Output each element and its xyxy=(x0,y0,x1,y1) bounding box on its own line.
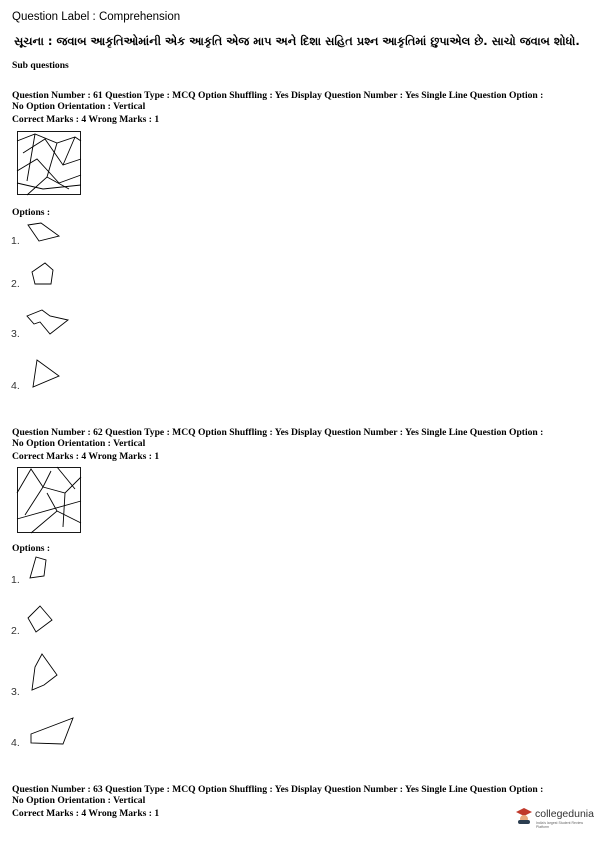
q62-option-2-figure[interactable] xyxy=(26,604,54,634)
q61-option-1-figure[interactable] xyxy=(27,222,63,244)
instruction-text: સૂચના : જવાબ આકૃતિઓમાંની એક આકૃતિ એજ માપ અને દિશા સહિત પ્રશ્ન આકૃતિમાં છુપાએલ છે. સાચો જવાબ શોધો. xyxy=(14,34,580,48)
q61-option-3-number[interactable]: 3. xyxy=(11,328,20,340)
q62-options-label: Options : xyxy=(12,543,51,554)
q62-option-3-number[interactable]: 3. xyxy=(11,686,20,698)
q62-option-4-number[interactable]: 4. xyxy=(11,737,20,749)
question-label: Question Label : Comprehension xyxy=(12,11,181,23)
q63-meta-line2: No Option Orientation : Vertical xyxy=(12,795,146,806)
collegedunia-logo-icon xyxy=(515,806,533,824)
q61-option-4-figure[interactable] xyxy=(29,359,61,389)
q62-meta-line1: Question Number : 62 Question Type : MCQ Option Shuffling : Yes Display Question Number : Yes Single Line Question Option : xyxy=(12,427,544,438)
q63-meta xyxy=(12,784,592,806)
q62-option-1-figure[interactable] xyxy=(28,556,50,582)
q62-marks: Correct Marks : 4 Wrong Marks : 1 xyxy=(12,451,160,462)
q61-meta xyxy=(12,90,592,112)
q61-question-figure xyxy=(17,131,81,195)
q61-option-2-number[interactable]: 2. xyxy=(11,278,20,290)
sub-questions-heading: Sub questions xyxy=(12,60,69,71)
q61-meta-line1: Question Number : 61 Question Type : MCQ Option Shuffling : Yes Display Question Number : Yes Single Line Question Option : xyxy=(12,90,544,101)
q62-meta xyxy=(12,427,592,449)
q61-options-label: Options : xyxy=(12,207,51,218)
watermark-brand: collegedunia xyxy=(535,808,594,820)
q61-marks: Correct Marks : 4 Wrong Marks : 1 xyxy=(12,114,160,125)
q62-option-1-number[interactable]: 1. xyxy=(11,574,20,586)
q61-option-1-number[interactable]: 1. xyxy=(11,235,20,247)
q61-meta-line2: No Option Orientation : Vertical xyxy=(12,101,146,112)
q62-meta-line2: No Option Orientation : Vertical xyxy=(12,438,146,449)
q62-option-2-number[interactable]: 2. xyxy=(11,625,20,637)
q63-meta-line1: Question Number : 63 Question Type : MCQ Option Shuffling : Yes Display Question Number : Yes Single Line Question Option : xyxy=(12,784,544,795)
q61-option-3-figure[interactable] xyxy=(26,308,70,336)
q62-option-4-figure[interactable] xyxy=(29,716,75,746)
watermark-tagline: India's largest Student Review Platform xyxy=(536,821,583,829)
q62-option-3-figure[interactable] xyxy=(30,653,60,693)
q61-option-2-figure[interactable] xyxy=(29,262,55,286)
q62-question-figure xyxy=(17,467,81,533)
q61-option-4-number[interactable]: 4. xyxy=(11,380,20,392)
q63-marks: Correct Marks : 4 Wrong Marks : 1 xyxy=(12,808,160,819)
